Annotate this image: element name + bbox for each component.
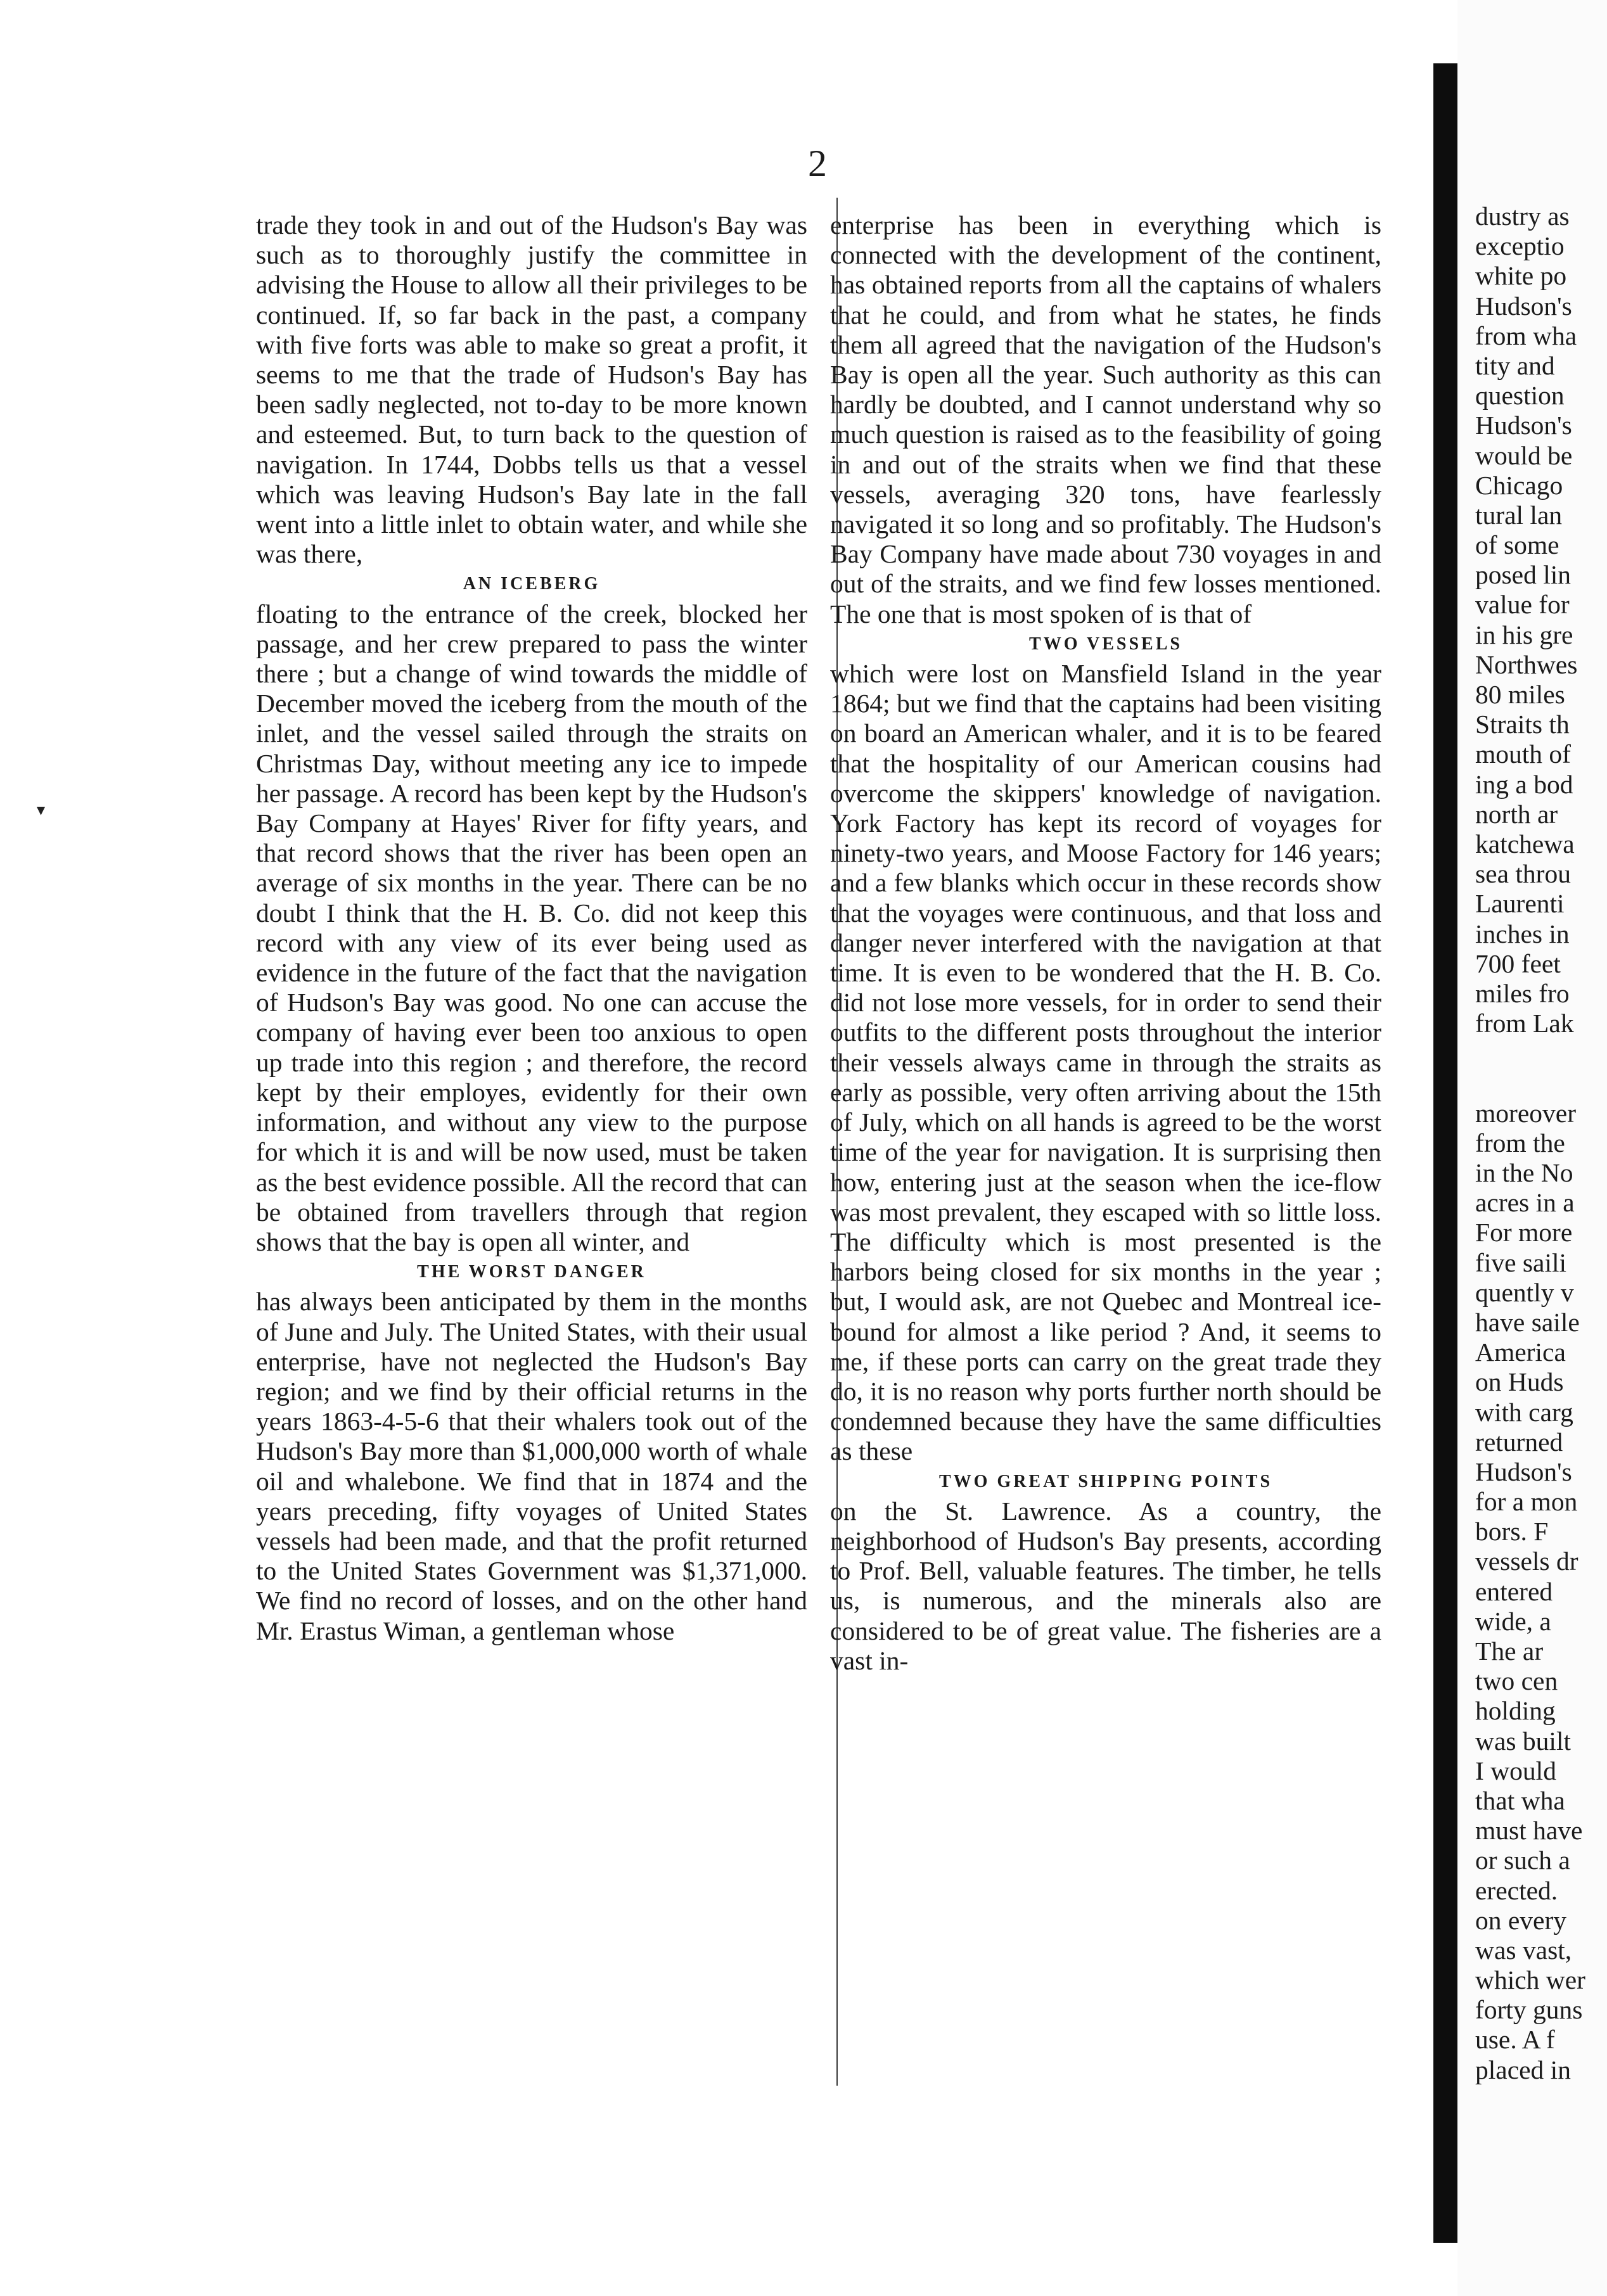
text-fragment: with carg [1475,1397,1573,1427]
text-fragment: two cen [1475,1666,1558,1696]
margin-mark: ▾ [37,801,46,819]
text-fragment: was built [1475,1726,1572,1756]
text-fragment: must have [1475,1816,1583,1846]
paragraph: on the St. Lawrence. As a country, the neighborhood of Hudson's Bay presents, according to Prof. Bell, valuable features. The timber, he tells us, is numerous, and the minerals also are considered to be of great value. The fisheries are a vast in- [830,1496,1381,1675]
text-fragment: 700 feet [1475,948,1561,978]
section-heading: TWO GREAT SHIPPING POINTS [938,1471,1273,1491]
text-fragment: Chicago [1475,470,1563,500]
text-fragment: in his gre [1475,620,1573,649]
text-fragment: katchewa [1475,829,1575,858]
paragraph: has always been anticipated by them in the months of June and July. The United States, with their usual enterprise, have not neglected the Hudson's Bay region; and we find by their official returns in the years 1863-4-5-6 that their whalers took out of the Hudson's Bay more than $1,000,000 worth of whale oil and whalebone. We find that in 1874 and the years preceding, fifty voyages of United States vessels had been made, and that the profit returned to the United States Government was $1,371,000. We find no record of losses, and on the other hand Mr. Erastus Wiman, a gentleman whose [256,1287,807,1645]
paragraph: floating to the entrance of the creek, blocked her passage, and her crew prepared to pass the winter there ; but a change of wind towards the middle of December moved the iceberg from the mouth of the inlet, and the vessel sailed through the straits on Christmas Day, without meeting any ice to impede her passage. A record has been kept by the Hudson's Bay Company at Hayes' River for fifty years, and that record shows that the river has been open an average of six months in the year. There can be no doubt I think that the H. B. Co. did not keep this record with any view of its ever being used as evidence in the future of the fact that the navigation of Hudson's Bay was good. No one can accuse the company of having ever been too anxious to open up trade into this region ; and therefore, the record kept by their employes, evidently for their own information, and without any view to the purpose for which it is and will be now used, must be taken as the best evidence possible. All the record that can be obtained from travellers through that region shows that the bay is open all winter, and [256,599,807,1256]
text-fragment: returned [1475,1427,1563,1457]
text-fragment: tity and [1475,350,1555,380]
text-fragment: Straits th [1475,710,1570,739]
text-fragment: on every [1475,1905,1567,1935]
text-fragment: wide, a [1475,1606,1551,1636]
text-fragment: from Lak [1475,1009,1574,1038]
text-fragment: For more [1475,1218,1573,1247]
text-fragment: five saili [1475,1247,1567,1277]
text-fragment: forty guns [1475,1995,1583,2025]
text-fragment: from wha [1475,321,1577,350]
text-fragment: 80 miles [1475,680,1565,709]
left-column [256,210,807,1646]
right-column [830,210,1381,1676]
text-fragment: mouth of [1475,739,1572,769]
adjacent-page-text [1475,201,1607,2085]
text-fragment: on Huds [1475,1367,1564,1397]
paragraph: trade they took in and out of the Hudson's Bay was such as to thoroughly justify the committee in advising the House to allow all their privileges to be continued. If, so far back in the past, a company with five forts was able to make so great a profit, it seems to me that the trade of Hudson's Bay has been sadly neglected, not to-day to be more known and esteemed. But, to turn back to the question of navigation. In 1744, Dobbs tells us that a vessel which was leaving Hudson's Bay late in the fall went into a little inlet to obtain water, and while she was there, [256,210,807,569]
page-gutter-shadow [1433,63,1457,2243]
page-number: 2 [808,143,827,184]
text-fragment: that wha [1475,1785,1565,1815]
text-fragment: or such a [1475,1846,1570,1875]
text-fragment: Hudson's [1475,411,1572,440]
text-fragment: holding [1475,1696,1556,1726]
text-fragment: quently v [1475,1277,1574,1307]
text-fragment: America [1475,1337,1566,1367]
text-fragment: moreover [1475,1098,1577,1128]
section-heading: AN ICEBERG [463,574,601,594]
text-fragment: miles fro [1475,978,1570,1008]
text-fragment: vessels dr [1475,1547,1578,1576]
text-fragment: dustry as [1475,201,1570,231]
text-fragment: white po [1475,261,1567,291]
text-fragment: exceptio [1475,231,1565,261]
text-fragment: of some [1475,530,1559,560]
text-fragment: Hudson's [1475,1457,1572,1486]
text-fragment: use. A f [1475,2025,1555,2055]
text-fragment: for a mon [1475,1487,1578,1517]
text-fragment: tural lan [1475,500,1563,530]
text-fragment: ing a bod [1475,769,1573,799]
text-fragment: entered [1475,1576,1553,1606]
text-fragment: value for [1475,590,1570,620]
text-fragment: bors. F [1475,1517,1549,1547]
text-fragment: sea throu [1475,859,1571,889]
text-fragment: have saile [1475,1307,1580,1337]
text-fragment: Laurenti [1475,889,1565,919]
text-fragment: inches in [1475,919,1570,948]
paragraph-gap [1475,1038,1607,1098]
section-heading: THE WORST DANGER [417,1262,646,1282]
text-fragment: in the No [1475,1158,1573,1188]
text-fragment: acres in a [1475,1188,1575,1218]
text-fragment: was vast, [1475,1935,1572,1965]
text-fragment: which wer [1475,1965,1586,1995]
text-fragment: from the [1475,1128,1565,1158]
text-fragment: Northwes [1475,649,1578,679]
text-fragment: would be [1475,440,1573,470]
paragraph: enterprise has been in everything which is connected with the development of the continent, has obtained reports from all the captains of whalers that he could, and from what he states, he finds them all agreed that the navigation of the Hudson's Bay is open all the year. Such authority as this can hardly be doubted, and I cannot understand why so much question is raised as to the feasibility of going in and out of the straits when we find that these vessels, averaging 320 tons, have fearlessly navigated it so long and so profitably. The Hudson's Bay Company have made about 730 voyages in and out of the straits, and we find few losses mentioned. The one that is most spoken of is that of [830,210,1381,628]
section-heading: TWO VESSELS [1029,634,1182,654]
text-fragment: placed in [1475,2055,1571,2084]
text-fragment: posed lin [1475,560,1572,590]
text-fragment: question [1475,381,1565,411]
text-fragment: erected. [1475,1875,1558,1905]
text-fragment: Hudson's [1475,291,1572,321]
text-fragment: The ar [1475,1636,1544,1666]
text-fragment: north ar [1475,799,1558,829]
text-fragment: I would [1475,1756,1556,1785]
paragraph: which were lost on Mansfield Island in the year 1864; but we find that the captains had been visiting on board an American whaler, and it is to be feared that the hospitality of our American cousins had overcome the skippers' knowledge of navigation. York Factory has kept its record of voyages for ninety-two years, and Moose Factory for 146 years; and a few blanks which occur in these records show that the voyages were continuous, and that loss and danger never interfered with the navigation at that time. It is even to be wondered that the H. B. Co. did not lose more vessels, for in order to send their outfits to the different posts throughout the interior their vessels always came in through the straits as early as possible, very often arriving about the 15th of July, which on all hands is agreed to be the worst time of the year for navigation. It is surprising then how, entering just at the season when the ice-flow was most prevalent, they escaped with so little loss. The difficulty which is most presented is the harbors being closed for six months in the year ; but, I would ask, are not Quebec and Montreal ice-bound for almost a like period ? And, it seems to me, if these ports can carry on the great trade they do, it is no reason why ports further north should be condemned because they have the same difficulties as these [830,659,1381,1466]
